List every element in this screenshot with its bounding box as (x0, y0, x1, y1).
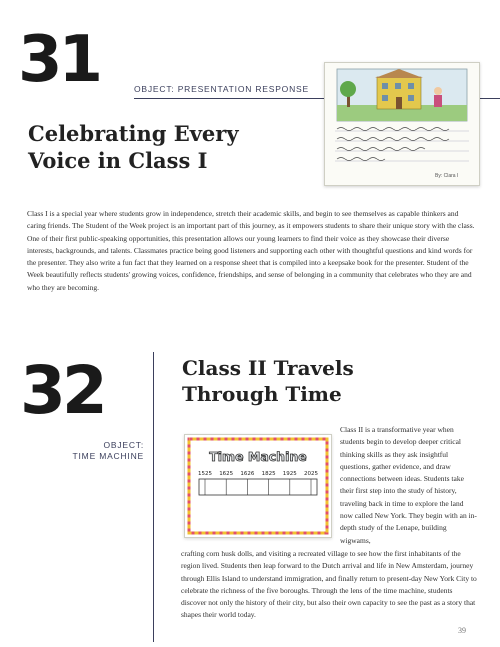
drawing-signature: By: Clara I (435, 173, 459, 179)
time-machine-illustration (185, 435, 331, 537)
time-machine-title: Time Machine (209, 449, 307, 464)
section-31-title-line-2: Voice in Class I (28, 148, 208, 173)
section-32-body-part-2: crafting corn husk dolls, and visiting a recreated village to see how the first inhabitants of the region lived. Students then leap forward to the Dutch arrival and life in New Amsterdam, journey through Ellis Island to understand immigration, and finally return to present-day New York City to celebrate the richness of the five boroughs. Through the lens of the time machine, students discover not only the history of their city, but also their own capacity to see the past as a story that shapes their world today. (181, 549, 477, 620)
section-32-object-name: TIME MACHINE (72, 451, 144, 461)
section-31-object-label: OBJECT: PRESENTATION RESPONSE (134, 84, 309, 94)
section-32-number: 32 (20, 352, 104, 429)
student-drawing-photo (324, 62, 480, 186)
section-32-title-line-1: Class II Travels (182, 356, 354, 380)
section-31-title-line-1: Celebrating Every (28, 121, 239, 146)
timeline-year: 1625 (219, 471, 234, 477)
timeline-year: 1525 (198, 471, 212, 477)
section-31-title (28, 120, 318, 174)
timeline-year: 1825 (261, 471, 276, 477)
section-32-title (182, 355, 482, 407)
time-machine-photo (184, 434, 332, 538)
page-number: 39 (458, 626, 466, 635)
section-32-title-line-2: Through Time (182, 382, 342, 406)
section-32-body-part-1: Class II is a transformative year when students begin to develop deeper critical thinking skills as they ask insightful questions, gather evidence, and draw connections between ideas. Students take their first step into the study of history, traveling back in time to explore the land now called New York. They begin with an in-depth study of the Lenape, building wigwams, (340, 425, 477, 545)
timeline-year: 1925 (282, 471, 297, 477)
timeline-year: 2025 (304, 471, 318, 477)
section-31-number: 31 (18, 23, 100, 97)
timeline-year: 1626 (240, 471, 255, 477)
section-32-object-label: OBJECT: (103, 440, 144, 450)
student-drawing-illustration (325, 63, 479, 185)
section-32-vertical-divider (153, 352, 154, 642)
section-31-body: Class I is a special year where students grow in independence, stretch their academic skills, and begin to see themselves as capable thinkers and caring friends. The Student of the Week project is an important part of this journey, as it empowers students to share their unique story with the class. One of their first public-speaking opportunities, this presentation allows our young learners to find their voice as they showcase their diverse interests, backgrounds, and talents. Classmates practice being good listeners and supporting each other with thoughtful questions and kind words for the presenter. They also write a fun fact that they learned on a response sheet that is compiled into a keepsake book for the presenter. Student of the Week beautifully reflects students' growing voices, confidence, friendships, and sense of belonging in a community that celebrates who they are and who they are becoming. (27, 209, 475, 292)
